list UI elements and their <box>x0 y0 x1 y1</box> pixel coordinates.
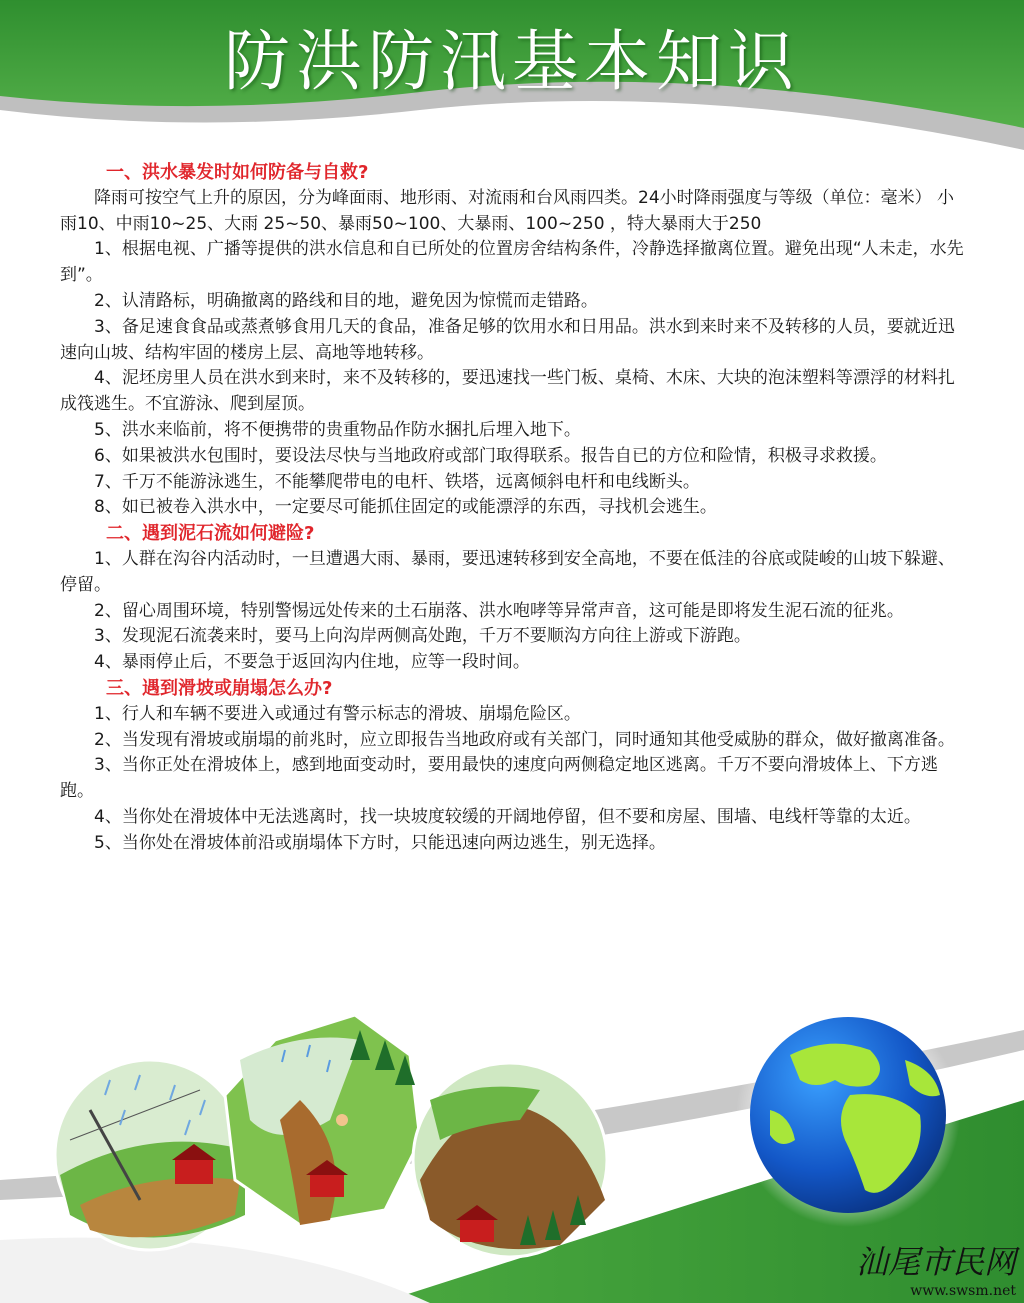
section-heading-landslide: 三、遇到滑坡或崩塌怎么办? <box>106 677 333 699</box>
paragraph: 2、当发现有滑坡或崩塌的前兆时，应立即报告当地政府或有关部门，同时通知其他受威胁的群众，做好撤离准备。 <box>94 729 955 750</box>
paragraph: 8、如已被卷入洪水中，一定要尽可能抓住固定的或能漂浮的东西，寻找机会逃生。 <box>94 497 717 518</box>
paragraph: 7、千万不能游泳逃生，不能攀爬带电的电杆、铁塔，远离倾斜电杆和电线断头。 <box>94 471 700 492</box>
section-heading-mudslide: 二、遇到泥石流如何避险? <box>106 523 315 545</box>
paragraph: 4、泥坯房里人员在洪水到来时，来不及转移的，要迅速找一些门板、桌椅、木床、大块的泡沫塑料等漂浮的材料扎成筏逃生。不宜游泳、爬到屋顶。 <box>60 368 955 415</box>
paragraph: 1、行人和车辆不要进入或通过有警示标志的滑坡、崩塌危险区。 <box>94 703 581 724</box>
watermark <box>856 1237 1016 1299</box>
paragraph: 5、洪水来临前，将不便携带的贵重物品作防水捆扎后埋入地下。 <box>94 419 581 440</box>
flood-illustration <box>55 1060 245 1250</box>
paragraph: 1、人群在沟谷内活动时，一旦遭遇大雨、暴雨，要迅速转移到安全高地，不要在低洼的谷底或陡峻的山坡下躲避、停留。 <box>60 548 955 595</box>
section-heading-flood: 一、洪水暴发时如何防备与自救? <box>106 162 369 183</box>
landslide-illustration <box>413 1063 607 1257</box>
paragraph: 5、当你处在滑坡体前沿或崩塌体下方时，只能迅速向两边逃生，别无选择。 <box>94 832 666 853</box>
paragraph: 2、认清路标，明确撤离的路线和目的地，避免因为惊慌而走错路。 <box>94 290 598 311</box>
paragraph: 降雨可按空气上升的原因，分为峰面雨、地形雨、对流雨和台风雨四类。24小时降雨强度与等级（单位：毫米） 小雨10、中雨10~25、大雨 25~50、暴雨50~100、大暴雨、100~250 ，特大暴雨大于250 <box>60 187 955 234</box>
paragraph: 4、暴雨停止后，不要急于返回沟内住地，应等一段时间。 <box>94 652 530 673</box>
paragraph: 1、根据电视、广播等提供的洪水信息和自已所处的位置房舍结构条件，冷静选择撤离位置。避免出现“人未走，水先到”。 <box>60 239 964 286</box>
paragraph: 3、发现泥石流袭来时，要马上向沟岸两侧高处跑，千万不要顺沟方向往上游或下游跑。 <box>94 626 751 647</box>
watermark-text: 汕尾市民网 <box>855 1243 1016 1281</box>
page-title: 防洪防汛基本知识 <box>224 23 800 100</box>
watermark-url: www.swsm.net <box>910 1283 1016 1299</box>
mudslide-illustration <box>225 1015 420 1225</box>
paragraph: 6、如果被洪水包围时，要设法尽快与当地政府或部门取得联系。报告自已的方位和险情，积极寻求救援。 <box>94 445 887 466</box>
paragraph: 4、当你处在滑坡体中无法逃离时，找一块坡度较缓的开阔地停留，但不要和房屋、围墙、电线杆等靠的太近。 <box>94 806 921 827</box>
paragraph: 2、留心周围环境，特别警惕远处传来的土石崩落、洪水咆哮等异常声音，这可能是即将发生泥石流的征兆。 <box>94 600 904 621</box>
globe-icon <box>736 1003 960 1227</box>
paragraph: 3、备足速食食品或蒸煮够食用几天的食品，准备足够的饮用水和日用品。洪水到来时来不及转移的人员，要就近迅速向山坡、结构牢固的楼房上层、高地等地转移。 <box>60 316 955 363</box>
paragraph: 3、当你正处在滑坡体上，感到地面变动时，要用最快的速度向两侧稳定地区逃离。千万不要向滑坡体上、下方逃跑。 <box>60 755 938 802</box>
